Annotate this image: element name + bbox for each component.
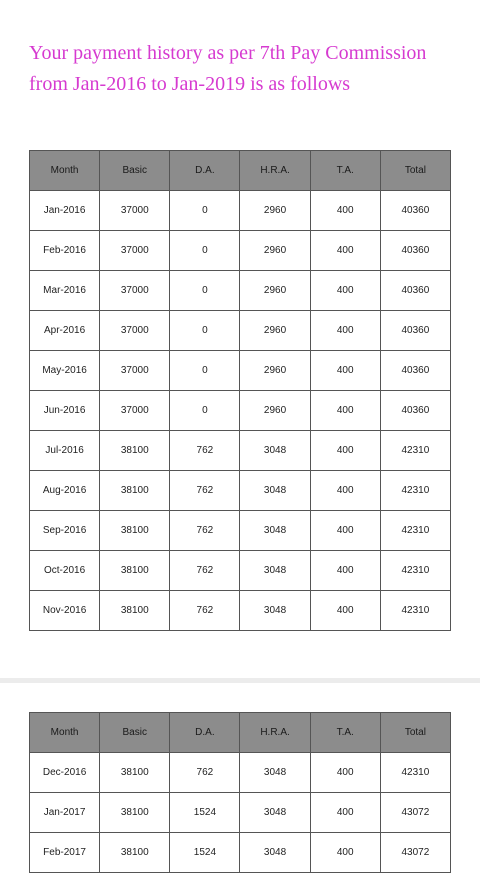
cell-da: 762 <box>170 591 240 631</box>
cell-month: Jul-2016 <box>30 431 100 471</box>
cell-total: 43072 <box>380 833 450 873</box>
cell-da: 0 <box>170 191 240 231</box>
table-row <box>30 271 451 311</box>
table-row <box>30 511 451 551</box>
cell-total: 42310 <box>380 471 450 511</box>
cell-month: Apr-2016 <box>30 311 100 351</box>
cell-ta: 400 <box>310 833 380 873</box>
cell-ta: 400 <box>310 591 380 631</box>
cell-month: Feb-2017 <box>30 833 100 873</box>
cell-month: Mar-2016 <box>30 271 100 311</box>
table-header-row <box>30 713 451 753</box>
cell-hra: 3048 <box>240 591 310 631</box>
cell-hra: 2960 <box>240 231 310 271</box>
column-header-ta: T.A. <box>310 713 380 753</box>
table-header-row <box>30 151 451 191</box>
cell-ta: 400 <box>310 311 380 351</box>
cell-ta: 400 <box>310 511 380 551</box>
table-row <box>30 793 451 833</box>
cell-basic: 38100 <box>100 511 170 551</box>
cell-month: May-2016 <box>30 351 100 391</box>
table-row <box>30 471 451 511</box>
cell-total: 40360 <box>380 351 450 391</box>
cell-basic: 38100 <box>100 471 170 511</box>
table-row <box>30 431 451 471</box>
cell-da: 0 <box>170 351 240 391</box>
cell-da: 762 <box>170 551 240 591</box>
table-row <box>30 231 451 271</box>
cell-ta: 400 <box>310 391 380 431</box>
cell-da: 0 <box>170 391 240 431</box>
column-header-total: Total <box>380 151 450 191</box>
cell-da: 1524 <box>170 833 240 873</box>
column-header-total: Total <box>380 713 450 753</box>
column-header-ta: T.A. <box>310 151 380 191</box>
cell-total: 42310 <box>380 591 450 631</box>
cell-hra: 3048 <box>240 471 310 511</box>
cell-month: Jan-2017 <box>30 793 100 833</box>
cell-hra: 2960 <box>240 271 310 311</box>
cell-basic: 38100 <box>100 793 170 833</box>
cell-basic: 37000 <box>100 271 170 311</box>
payment-table-page-2 <box>29 712 451 873</box>
cell-total: 43072 <box>380 793 450 833</box>
table-row <box>30 391 451 431</box>
column-header-basic: Basic <box>100 151 170 191</box>
column-header-hra: H.R.A. <box>240 713 310 753</box>
table-row <box>30 591 451 631</box>
cell-basic: 37000 <box>100 191 170 231</box>
cell-da: 0 <box>170 231 240 271</box>
table-row <box>30 191 451 231</box>
cell-hra: 3048 <box>240 793 310 833</box>
cell-month: Jan-2016 <box>30 191 100 231</box>
cell-basic: 37000 <box>100 351 170 391</box>
table-row <box>30 311 451 351</box>
cell-hra: 2960 <box>240 391 310 431</box>
cell-basic: 38100 <box>100 753 170 793</box>
column-header-basic: Basic <box>100 713 170 753</box>
cell-da: 762 <box>170 471 240 511</box>
heading-line-1: Your payment history as per 7th Pay Commission <box>29 42 427 64</box>
cell-ta: 400 <box>310 753 380 793</box>
cell-total: 42310 <box>380 551 450 591</box>
cell-month: Oct-2016 <box>30 551 100 591</box>
column-header-da: D.A. <box>170 713 240 753</box>
cell-ta: 400 <box>310 271 380 311</box>
cell-ta: 400 <box>310 231 380 271</box>
cell-ta: 400 <box>310 793 380 833</box>
column-header-month: Month <box>30 713 100 753</box>
cell-basic: 37000 <box>100 231 170 271</box>
cell-total: 40360 <box>380 391 450 431</box>
cell-total: 40360 <box>380 231 450 271</box>
cell-month: Jun-2016 <box>30 391 100 431</box>
page-divider <box>0 678 480 683</box>
cell-da: 0 <box>170 311 240 351</box>
cell-hra: 2960 <box>240 191 310 231</box>
cell-ta: 400 <box>310 431 380 471</box>
cell-basic: 38100 <box>100 833 170 873</box>
cell-month: Nov-2016 <box>30 591 100 631</box>
cell-hra: 3048 <box>240 753 310 793</box>
cell-hra: 3048 <box>240 551 310 591</box>
cell-ta: 400 <box>310 471 380 511</box>
cell-da: 762 <box>170 753 240 793</box>
cell-month: Dec-2016 <box>30 753 100 793</box>
cell-basic: 37000 <box>100 391 170 431</box>
cell-month: Aug-2016 <box>30 471 100 511</box>
payment-table-page-1 <box>29 150 451 631</box>
cell-basic: 38100 <box>100 551 170 591</box>
cell-hra: 3048 <box>240 511 310 551</box>
cell-ta: 400 <box>310 191 380 231</box>
cell-da: 762 <box>170 431 240 471</box>
table-row <box>30 551 451 591</box>
cell-da: 1524 <box>170 793 240 833</box>
cell-hra: 2960 <box>240 311 310 351</box>
cell-da: 0 <box>170 271 240 311</box>
cell-total: 42310 <box>380 753 450 793</box>
cell-basic: 37000 <box>100 311 170 351</box>
cell-hra: 3048 <box>240 833 310 873</box>
cell-total: 40360 <box>380 271 450 311</box>
cell-month: Feb-2016 <box>30 231 100 271</box>
cell-month: Sep-2016 <box>30 511 100 551</box>
table-row <box>30 753 451 793</box>
cell-da: 762 <box>170 511 240 551</box>
cell-total: 40360 <box>380 191 450 231</box>
cell-hra: 3048 <box>240 431 310 471</box>
cell-basic: 38100 <box>100 591 170 631</box>
cell-ta: 400 <box>310 551 380 591</box>
table-row <box>30 351 451 391</box>
column-header-month: Month <box>30 151 100 191</box>
cell-total: 40360 <box>380 311 450 351</box>
page-heading <box>29 38 469 100</box>
column-header-hra: H.R.A. <box>240 151 310 191</box>
cell-total: 42310 <box>380 431 450 471</box>
cell-basic: 38100 <box>100 431 170 471</box>
cell-ta: 400 <box>310 351 380 391</box>
cell-total: 42310 <box>380 511 450 551</box>
cell-hra: 2960 <box>240 351 310 391</box>
column-header-da: D.A. <box>170 151 240 191</box>
heading-line-2: from Jan-2016 to Jan-2019 is as follows <box>29 73 351 95</box>
